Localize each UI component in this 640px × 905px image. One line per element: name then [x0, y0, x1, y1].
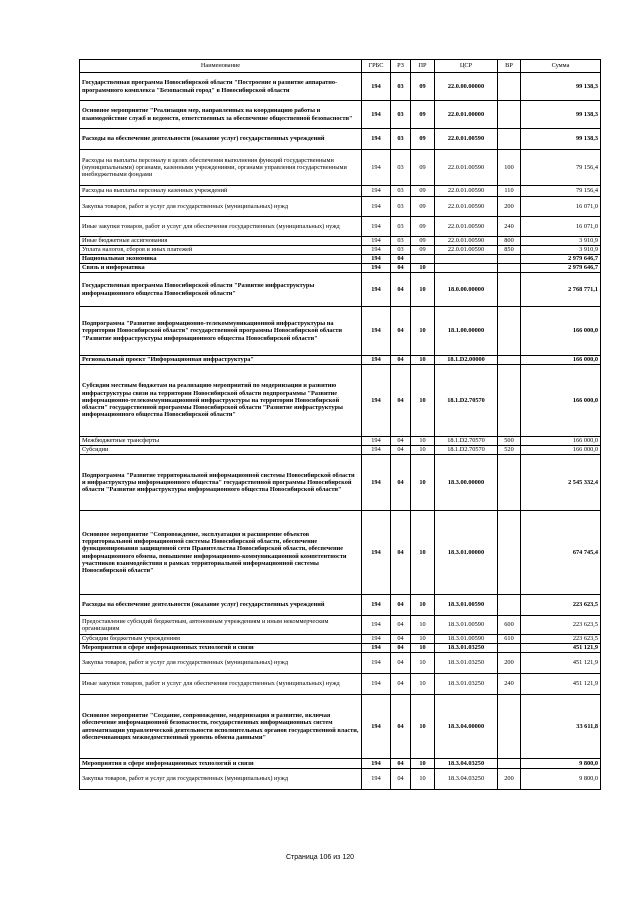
cell-pr: 10 [411, 437, 435, 446]
header-vr: ВР [498, 60, 521, 73]
cell-pr: 09 [411, 73, 435, 101]
cell-sum: 166 000,0 [521, 365, 601, 437]
cell-sum: 3 910,9 [521, 246, 601, 255]
cell-sum: 166 000,0 [521, 307, 601, 356]
cell-grbs: 194 [362, 511, 391, 595]
cell-pr [411, 255, 435, 264]
cell-name: Основное мероприятие "Реализация мер, направленных на координацию работы и взаимодействие служб и ведомств, ответственных за обеспечение общественной безопасности" [80, 101, 362, 129]
cell-csr: 18.3.01.00590 [435, 616, 498, 635]
cell-sum: 2 768 771,1 [521, 273, 601, 307]
cell-name: Расходы на выплаты персоналу казенных учреждений [80, 186, 362, 197]
cell-sum: 16 071,0 [521, 217, 601, 237]
cell-csr: 18.3.04.00000 [435, 695, 498, 759]
cell-name: Государственная программа Новосибирской области "Развитие инфраструктуры информационного общества Новосибирской области" [80, 273, 362, 307]
table-row [80, 217, 601, 237]
cell-name: Субсидии местным бюджетам на реализацию мероприятий по модернизации и развитию инфраструктуры связи на территории Новосибирской области подпрограммы "Развитие информационно-телекоммуникационной инфраструктуры на территории Новосибирской области" государственной программы Новосибирской области "Развитие инфраструктуры информационного общества Новосибирской области" [80, 365, 362, 437]
cell-pr: 10 [411, 356, 435, 365]
cell-pr: 10 [411, 264, 435, 273]
cell-name: Уплата налогов, сборов и иных платежей [80, 246, 362, 255]
cell-csr: 18.3.01.03250 [435, 644, 498, 653]
table-row [80, 73, 601, 101]
cell-vr: 100 [498, 150, 521, 186]
cell-name: Основное мероприятие "Сопровождение, эксплуатация и расширение объектов территориальной информационной системы Новосибирской области, обеспечение функционирования защищенной сети Правительства Новосибирской области, обеспечение информационного обмена, повышение информационно-коммуникационной компетентности участников взаимодействия в рамках территориальной информационной системы Новосибирской области" [80, 511, 362, 595]
cell-rz: 03 [391, 101, 411, 129]
cell-sum: 16 071,0 [521, 197, 601, 217]
cell-sum: 451 121,9 [521, 653, 601, 674]
cell-name: Национальная экономика [80, 255, 362, 264]
table-row [80, 307, 601, 356]
header-pr: ПР [411, 60, 435, 73]
cell-vr: 500 [498, 437, 521, 446]
cell-csr: 22.0.01.00590 [435, 150, 498, 186]
cell-pr: 10 [411, 695, 435, 759]
cell-vr [498, 644, 521, 653]
cell-rz: 04 [391, 759, 411, 769]
cell-rz: 03 [391, 129, 411, 150]
cell-grbs: 194 [362, 635, 391, 644]
cell-grbs: 194 [362, 129, 391, 150]
cell-vr [498, 356, 521, 365]
cell-csr: 18.0.00.00000 [435, 273, 498, 307]
table-row [80, 635, 601, 644]
cell-vr: 520 [498, 446, 521, 455]
cell-vr: 240 [498, 674, 521, 695]
cell-grbs: 194 [362, 73, 391, 101]
cell-pr: 09 [411, 101, 435, 129]
cell-sum: 79 156,4 [521, 186, 601, 197]
cell-rz: 04 [391, 674, 411, 695]
cell-vr: 850 [498, 246, 521, 255]
table-row [80, 674, 601, 695]
cell-name: Иные закупки товаров, работ и услуг для обеспечения государственных (муниципальных) нужд [80, 217, 362, 237]
cell-sum: 99 138,3 [521, 101, 601, 129]
cell-sum: 223 623,5 [521, 635, 601, 644]
cell-vr [498, 101, 521, 129]
cell-rz: 04 [391, 307, 411, 356]
cell-grbs: 194 [362, 437, 391, 446]
cell-csr: 22.0.01.00590 [435, 237, 498, 246]
cell-csr: 18.3.00.00000 [435, 455, 498, 511]
cell-grbs: 194 [362, 644, 391, 653]
cell-rz: 04 [391, 644, 411, 653]
table-row [80, 264, 601, 273]
table-row [80, 769, 601, 790]
cell-sum: 166 000,0 [521, 446, 601, 455]
cell-vr [498, 595, 521, 616]
cell-pr: 10 [411, 759, 435, 769]
cell-sum: 451 121,9 [521, 674, 601, 695]
cell-pr: 09 [411, 237, 435, 246]
cell-rz: 04 [391, 616, 411, 635]
cell-csr: 22.0.00.00000 [435, 73, 498, 101]
cell-pr: 10 [411, 674, 435, 695]
cell-csr: 18.1.D2.70570 [435, 446, 498, 455]
cell-name: Субсидии бюджетным учреждениям [80, 635, 362, 644]
cell-vr: 110 [498, 186, 521, 197]
cell-grbs: 194 [362, 365, 391, 437]
cell-pr: 09 [411, 217, 435, 237]
cell-sum: 166 000,0 [521, 437, 601, 446]
cell-sum: 9 800,0 [521, 769, 601, 790]
cell-pr: 09 [411, 129, 435, 150]
cell-pr: 09 [411, 186, 435, 197]
header-sum: Сумма [521, 60, 601, 73]
cell-vr [498, 255, 521, 264]
cell-csr: 18.3.01.03250 [435, 653, 498, 674]
cell-sum: 674 745,4 [521, 511, 601, 595]
cell-rz: 03 [391, 186, 411, 197]
cell-name: Закупка товаров, работ и услуг для государственных (муниципальных) нужд [80, 197, 362, 217]
cell-grbs: 194 [362, 101, 391, 129]
cell-name: Мероприятия в сфере информационных технологий и связи [80, 759, 362, 769]
cell-vr [498, 307, 521, 356]
cell-sum: 451 121,9 [521, 644, 601, 653]
cell-pr: 10 [411, 635, 435, 644]
cell-name: Закупка товаров, работ и услуг для государственных (муниципальных) нужд [80, 653, 362, 674]
cell-vr: 800 [498, 237, 521, 246]
table-row [80, 695, 601, 759]
cell-vr: 200 [498, 197, 521, 217]
cell-grbs: 194 [362, 186, 391, 197]
cell-csr: 22.0.01.00590 [435, 246, 498, 255]
cell-pr: 10 [411, 644, 435, 653]
table-row [80, 446, 601, 455]
cell-sum: 223 623,5 [521, 595, 601, 616]
cell-csr: 22.0.01.00000 [435, 101, 498, 129]
cell-name: Основное мероприятие "Создание, сопровождение, модернизация и развитие, включая обеспечение информационной безопасности, государственных информационных систем автоматизации управленческой деятельности исполнительных органов государственной власти, обеспечивающих межведомственный уровень обмена данными" [80, 695, 362, 759]
cell-name: Расходы на выплаты персоналу в целях обеспечения выполнения функций государственными (муниципальными) органами, казенными учреждениями, органами управления государственными внебюджетными фондами [80, 150, 362, 186]
cell-rz: 04 [391, 695, 411, 759]
cell-pr: 10 [411, 365, 435, 437]
table-row [80, 186, 601, 197]
cell-grbs: 194 [362, 307, 391, 356]
table-row [80, 101, 601, 129]
cell-rz: 04 [391, 455, 411, 511]
cell-sum: 79 156,4 [521, 150, 601, 186]
cell-pr: 10 [411, 653, 435, 674]
table-row [80, 246, 601, 255]
table-row [80, 255, 601, 264]
header-csr: ЦСР [435, 60, 498, 73]
cell-rz: 04 [391, 769, 411, 790]
cell-csr [435, 264, 498, 273]
table-row [80, 653, 601, 674]
cell-rz: 04 [391, 595, 411, 616]
cell-name: Региональный проект "Информационная инфраструктура" [80, 356, 362, 365]
cell-rz: 03 [391, 237, 411, 246]
cell-rz: 04 [391, 635, 411, 644]
cell-rz: 03 [391, 217, 411, 237]
cell-pr: 10 [411, 769, 435, 790]
cell-sum: 9 800,0 [521, 759, 601, 769]
cell-grbs: 194 [362, 455, 391, 511]
cell-csr: 18.1.D2.00000 [435, 356, 498, 365]
cell-csr: 22.0.01.00590 [435, 129, 498, 150]
cell-csr: 18.3.04.03250 [435, 769, 498, 790]
cell-csr: 18.1.00.00000 [435, 307, 498, 356]
cell-sum: 3 910,9 [521, 237, 601, 246]
cell-csr [435, 255, 498, 264]
cell-csr: 18.1.D2.70570 [435, 437, 498, 446]
cell-rz: 04 [391, 653, 411, 674]
cell-rz: 04 [391, 356, 411, 365]
cell-rz: 04 [391, 264, 411, 273]
cell-pr: 10 [411, 307, 435, 356]
cell-pr: 09 [411, 150, 435, 186]
cell-rz: 04 [391, 273, 411, 307]
cell-sum: 99 138,3 [521, 129, 601, 150]
header-name: Наименование [80, 60, 362, 73]
cell-pr: 09 [411, 197, 435, 217]
cell-name: Субсидии [80, 446, 362, 455]
cell-csr: 18.3.04.03250 [435, 759, 498, 769]
cell-vr [498, 129, 521, 150]
cell-pr: 10 [411, 455, 435, 511]
table-row [80, 237, 601, 246]
cell-sum: 99 138,3 [521, 73, 601, 101]
table-row [80, 616, 601, 635]
table-row [80, 273, 601, 307]
cell-name: Подпрограмма "Развитие информационно-телекоммуникационной инфраструктуры на территории Новосибирской области" государственной программы Новосибирской области "Развитие инфраструктуры информационного общества Новосибирской области" [80, 307, 362, 356]
cell-grbs: 194 [362, 264, 391, 273]
cell-grbs: 194 [362, 356, 391, 365]
cell-name: Предоставление субсидий бюджетным, автономным учреждениям и иным некоммерческим организациям [80, 616, 362, 635]
cell-grbs: 194 [362, 674, 391, 695]
cell-rz: 03 [391, 246, 411, 255]
cell-grbs: 194 [362, 695, 391, 759]
cell-sum: 2 979 646,7 [521, 264, 601, 273]
cell-rz: 04 [391, 511, 411, 595]
cell-grbs: 194 [362, 255, 391, 264]
budget-table [79, 59, 601, 790]
cell-grbs: 194 [362, 217, 391, 237]
table-header-row [80, 60, 601, 73]
table-row [80, 356, 601, 365]
cell-sum: 223 623,5 [521, 616, 601, 635]
table-row [80, 437, 601, 446]
cell-grbs: 194 [362, 446, 391, 455]
cell-rz: 03 [391, 150, 411, 186]
table-row [80, 197, 601, 217]
cell-vr [498, 365, 521, 437]
cell-vr [498, 264, 521, 273]
cell-grbs: 194 [362, 273, 391, 307]
cell-grbs: 194 [362, 769, 391, 790]
cell-pr: 10 [411, 273, 435, 307]
cell-name: Расходы на обеспечение деятельности (оказание услуг) государственных учреждений [80, 129, 362, 150]
cell-grbs: 194 [362, 197, 391, 217]
cell-rz: 03 [391, 197, 411, 217]
cell-vr [498, 511, 521, 595]
cell-vr: 200 [498, 653, 521, 674]
cell-csr: 18.3.01.00590 [435, 595, 498, 616]
cell-vr [498, 695, 521, 759]
cell-grbs: 194 [362, 237, 391, 246]
table-row [80, 150, 601, 186]
cell-name: Подпрограмма "Развитие территориальной информационной системы Новосибирской области и инфраструктуры информационного общества" государственной программы Новосибирской области "Развитие инфраструктуры информационного общества Новосибирской области" [80, 455, 362, 511]
cell-vr: 610 [498, 635, 521, 644]
cell-vr: 200 [498, 769, 521, 790]
cell-name: Мероприятия в сфере информационных технологий и связи [80, 644, 362, 653]
table-row [80, 455, 601, 511]
cell-csr: 18.3.01.00000 [435, 511, 498, 595]
cell-name: Иные бюджетные ассигнования [80, 237, 362, 246]
page-footer: Страница 106 из 120 [285, 854, 355, 861]
cell-csr: 18.3.01.00590 [435, 635, 498, 644]
table-row [80, 129, 601, 150]
cell-pr: 10 [411, 511, 435, 595]
cell-name: Связь и информатика [80, 264, 362, 273]
table-row [80, 365, 601, 437]
cell-sum: 2 545 332,4 [521, 455, 601, 511]
cell-grbs: 194 [362, 595, 391, 616]
cell-grbs: 194 [362, 150, 391, 186]
cell-vr: 240 [498, 217, 521, 237]
cell-csr: 18.1.D2.70570 [435, 365, 498, 437]
table-row [80, 759, 601, 769]
cell-sum: 2 979 646,7 [521, 255, 601, 264]
cell-rz: 04 [391, 255, 411, 264]
cell-pr: 09 [411, 246, 435, 255]
table-row [80, 595, 601, 616]
header-grbs: ГРБС [362, 60, 391, 73]
table-body [80, 73, 601, 790]
cell-name: Государственная программа Новосибирской области "Построение и развитие аппаратно-программного комплекса "Безопасный город" в Новосибирской области [80, 73, 362, 101]
cell-rz: 04 [391, 437, 411, 446]
cell-csr: 22.0.01.00590 [435, 186, 498, 197]
cell-vr: 600 [498, 616, 521, 635]
cell-sum: 166 000,0 [521, 356, 601, 365]
table-row [80, 511, 601, 595]
cell-rz: 03 [391, 73, 411, 101]
cell-rz: 04 [391, 446, 411, 455]
cell-sum: 33 611,8 [521, 695, 601, 759]
cell-vr [498, 455, 521, 511]
cell-pr: 10 [411, 595, 435, 616]
cell-pr: 10 [411, 616, 435, 635]
cell-vr [498, 73, 521, 101]
header-rz: РЗ [391, 60, 411, 73]
cell-pr: 10 [411, 446, 435, 455]
cell-csr: 18.3.01.03250 [435, 674, 498, 695]
cell-name: Закупка товаров, работ и услуг для государственных (муниципальных) нужд [80, 769, 362, 790]
cell-vr [498, 759, 521, 769]
cell-csr: 22.0.01.00590 [435, 217, 498, 237]
cell-vr [498, 273, 521, 307]
cell-rz: 04 [391, 365, 411, 437]
cell-grbs: 194 [362, 246, 391, 255]
cell-csr: 22.0.01.00590 [435, 197, 498, 217]
cell-name: Расходы на обеспечение деятельности (оказание услуг) государственных учреждений [80, 595, 362, 616]
cell-grbs: 194 [362, 653, 391, 674]
cell-name: Иные закупки товаров, работ и услуг для обеспечения государственных (муниципальных) нужд [80, 674, 362, 695]
cell-grbs: 194 [362, 616, 391, 635]
table-row [80, 644, 601, 653]
cell-name: Межбюджетные трансферты [80, 437, 362, 446]
cell-grbs: 194 [362, 759, 391, 769]
